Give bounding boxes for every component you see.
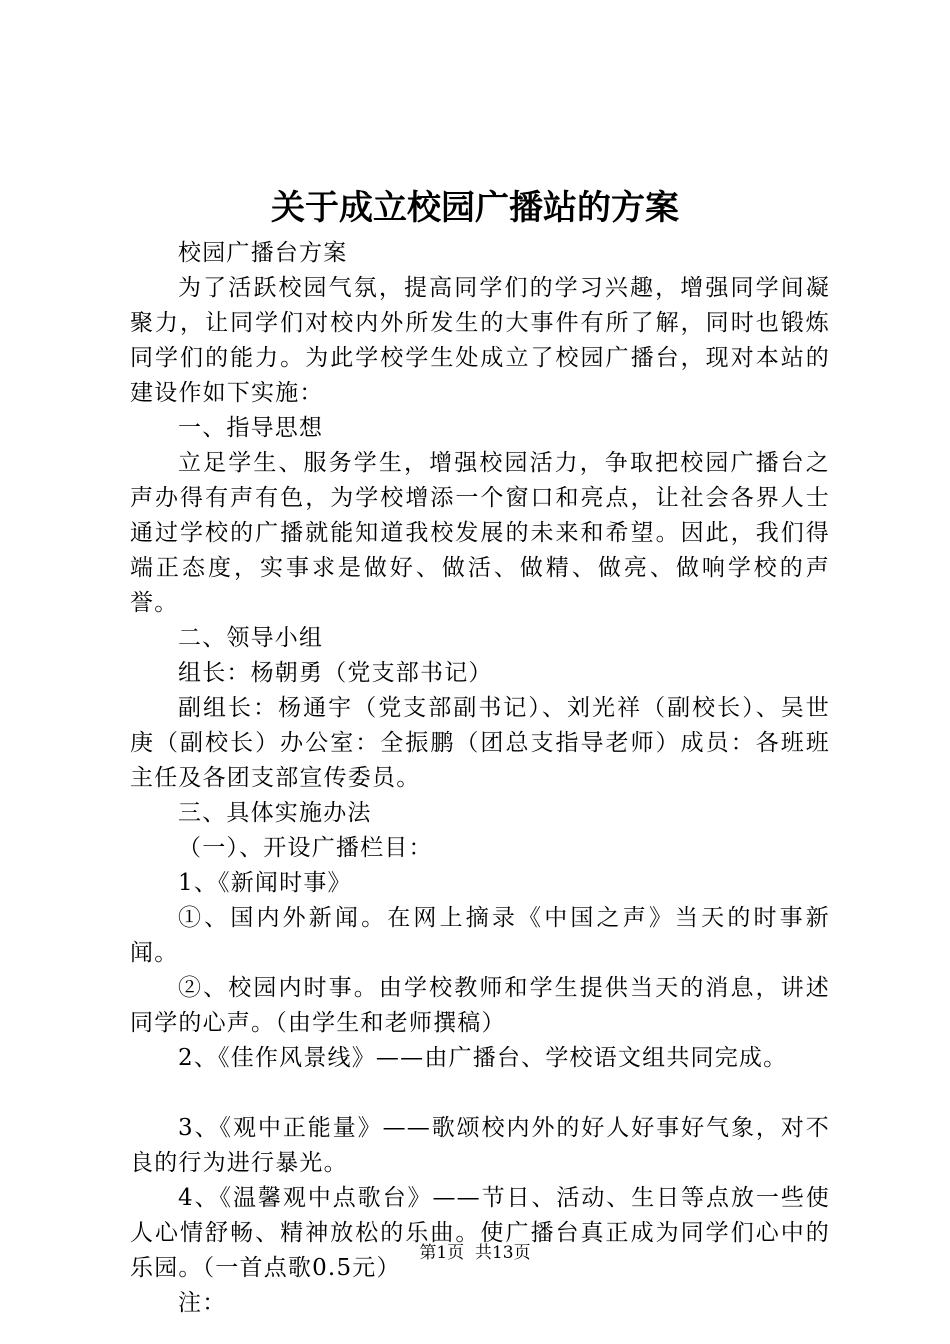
section-heading-implementation: 三、具体实施办法: [178, 800, 372, 826]
section-heading-leadership: 二、领导小组: [178, 625, 324, 651]
subsection-heading-columns: （一）、开设广播栏目：: [178, 835, 433, 861]
paragraph-guiding-thought: 立足学生、服务学生，增强校园活力，争取把校园广播台之声办得有声有色，为学校增添一个窗口和亮点，让社会各界人士通过学校的广播就能知道我校发展的未来和希望。因此，我们得端正态度，实事求是做好、做活、做精、做亮、做响学校的声誉。: [130, 450, 830, 616]
list-item-news: 1、《新闻时事》: [178, 870, 352, 896]
list-subitem-domestic-news: ①、国内外新闻。在网上摘录《中国之声》当天的时事新闻。: [130, 905, 830, 966]
section-heading-guiding-thought: 一、指导思想: [178, 415, 324, 441]
paragraph-note: 注：: [178, 1290, 227, 1316]
list-item-positive-energy: 3、《观中正能量》——歌颂校内外的好人好事好气象，对不良的行为进行暴光。: [130, 1115, 830, 1176]
document-title: 关于成立校园广播站的方案: [271, 188, 679, 228]
paragraph-intro: 为了活跃校园气氛，提高同学们的学习兴趣，增强同学间凝聚力，让同学们对校内外所发生的大事件有所了解，同时也锻炼同学们的能力。为此学校学生处成立了校园广播台，现对本站的建设作如下实施：: [130, 275, 830, 406]
paragraph-subtitle: 校园广播台方案: [178, 240, 348, 266]
paragraph-group-leader: 组长：杨朝勇（党支部书记）: [178, 660, 493, 686]
paragraph-deputy-leaders: 副组长：杨通宇（党支部副书记）、刘光祥（副校长）、吴世庚（副校长）办公室：全振鹏（团总支指导老师）成员：各班班主任及各团支部宣传委员。: [130, 695, 830, 791]
list-subitem-campus-news: ②、校园内时事。由学校教师和学生提供当天的消息，讲述同学的心声。（由学生和老师撰稿）: [130, 975, 830, 1036]
list-item-song-request: 4、《温馨观中点歌台》——节日、活动、生日等点放一些使人心情舒畅、精神放松的乐曲。使广播台真正成为同学们心中的乐园。（一首点歌0.5元）: [130, 1185, 830, 1281]
document-body: [130, 236, 830, 1321]
page-number: 第1页 共13页: [419, 1243, 531, 1263]
list-item-literature: 2、《佳作风景线》——由广播台、学校语文组共同完成。: [178, 1045, 788, 1071]
page-footer: [0, 1241, 950, 1265]
